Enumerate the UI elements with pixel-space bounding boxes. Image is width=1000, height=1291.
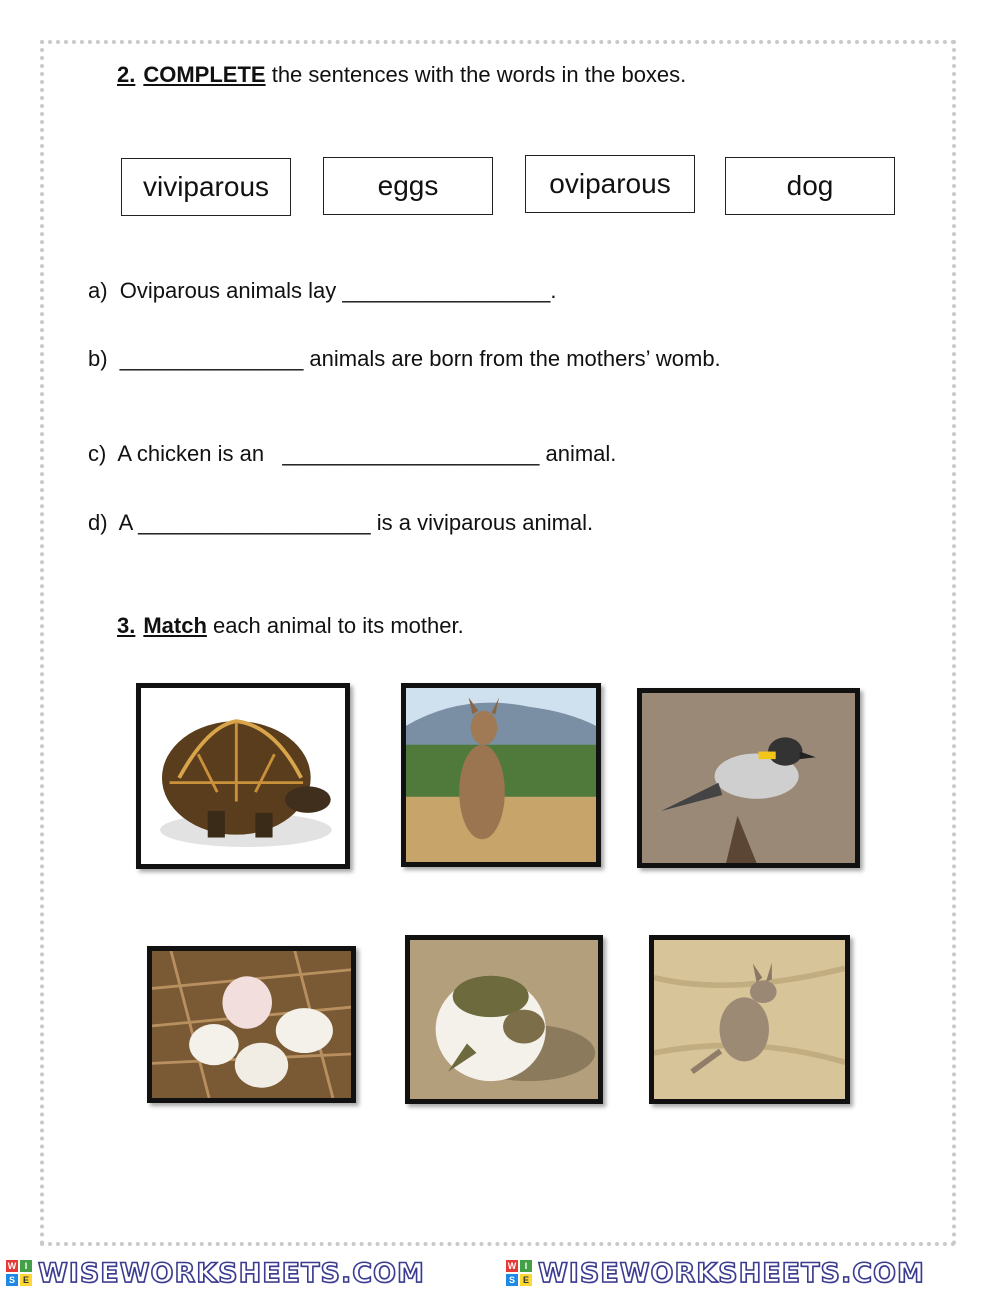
section-3-instruction: each animal to its mother. <box>206 613 464 638</box>
logo-block: I <box>520 1260 532 1272</box>
section-3-keyword: Match <box>143 613 207 638</box>
hatching-turtle-photo <box>405 935 603 1104</box>
section-3-heading <box>117 613 464 639</box>
section-2-number: 2. <box>117 62 136 87</box>
section-3-number: 3. <box>117 613 136 638</box>
logo-block: I <box>20 1260 32 1272</box>
logo-blocks-icon <box>6 1260 32 1286</box>
logo-block: E <box>20 1274 32 1286</box>
brand-text: WISEWORKSHEETS.COM <box>38 1257 425 1289</box>
word-box-viviparous: viviparous <box>121 158 291 216</box>
bird-photo <box>637 688 860 868</box>
sentence-b: b) _______________ animals are born from the mothers’ womb. <box>88 346 721 371</box>
brand-text: WISEWORKSHEETS.COM <box>538 1257 925 1289</box>
logo-blocks-icon <box>506 1260 532 1286</box>
word-box-oviparous: oviparous <box>525 155 695 213</box>
logo-block: S <box>506 1274 518 1286</box>
footer-watermark <box>0 1255 1000 1291</box>
brand-logo-right <box>500 1258 1000 1289</box>
turtle-photo <box>136 683 350 869</box>
section-2-keyword: COMPLETE <box>143 62 266 87</box>
logo-block: E <box>520 1274 532 1286</box>
logo-block: S <box>6 1274 18 1286</box>
brand-logo-left <box>0 1258 500 1289</box>
sentence-c: c) A chicken is an _____________________ animal. <box>88 441 617 466</box>
word-box-eggs: eggs <box>323 157 493 215</box>
logo-block: W <box>507 1261 517 1271</box>
sentence-a: a) Oviparous animals lay _________________. <box>88 278 557 303</box>
chick-in-nest-photo <box>147 946 356 1103</box>
section-2-heading <box>117 62 686 88</box>
word-box-dog: dog <box>725 157 895 215</box>
sentence-d: d) A ___________________ is a viviparous animal. <box>88 510 594 535</box>
logo-block: W <box>7 1261 17 1271</box>
baby-kangaroo-photo <box>649 935 850 1104</box>
kangaroo-photo <box>401 683 601 867</box>
section-2-instruction: the sentences with the words in the boxes. <box>265 62 687 87</box>
